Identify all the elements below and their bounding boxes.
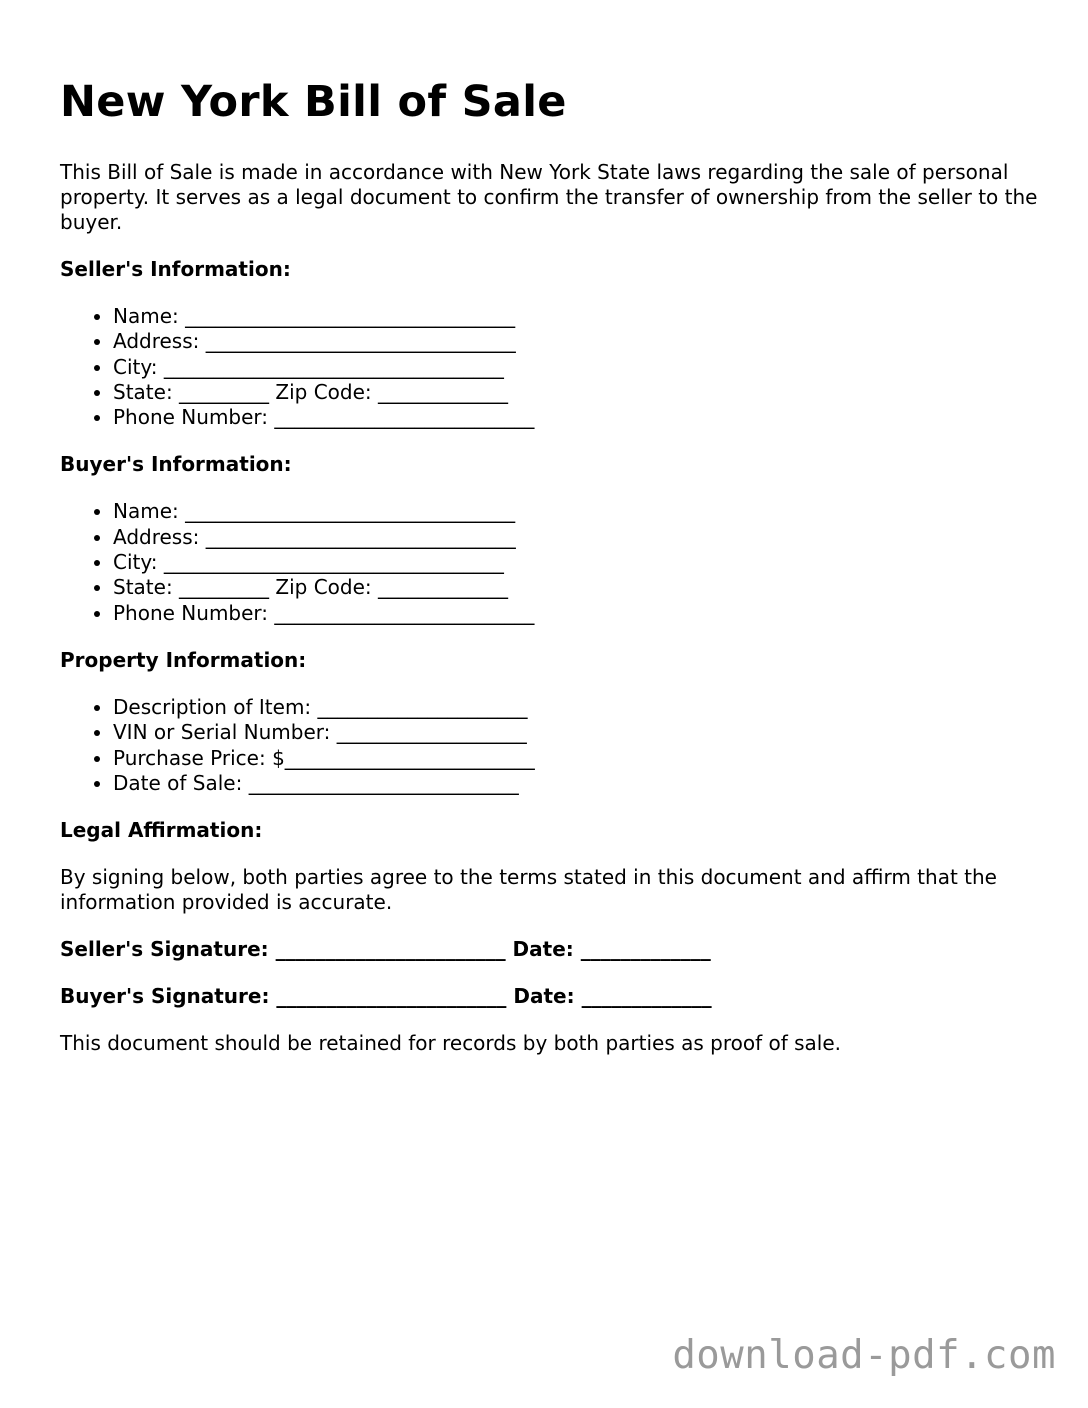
property-info-list xyxy=(60,695,1040,796)
intro-paragraph: This Bill of Sale is made in accordance with New York State laws regarding the sale of personal property. It serves as a legal document to confirm the transfer of ownership from the seller to the buyer. xyxy=(60,160,1038,234)
seller-phone-field: • Phone Number: __________________________ xyxy=(113,405,1040,430)
seller-address-field: • Address: _______________________________ xyxy=(113,329,1040,354)
seller-info-heading: Seller's Information: xyxy=(60,257,291,281)
property-description-field: • Description of Item: _____________________ xyxy=(113,695,1040,720)
document-title: New York Bill of Sale xyxy=(60,77,567,127)
document-page xyxy=(60,74,1040,1056)
seller-name-field: • Name: _________________________________ xyxy=(113,304,1040,329)
property-date-field: • Date of Sale: ___________________________ xyxy=(113,771,1040,796)
buyer-signature-line: Buyer's Signature: _______________________ Date: _____________ xyxy=(60,984,712,1009)
buyer-info-list xyxy=(60,499,1040,625)
seller-signature-line: Seller's Signature: _______________________ Date: _____________ xyxy=(60,937,711,962)
watermark: download-pdf.com xyxy=(672,1333,1056,1378)
buyer-name-field: • Name: _________________________________ xyxy=(113,499,1040,524)
seller-info-list xyxy=(60,304,1040,430)
buyer-phone-field: • Phone Number: __________________________ xyxy=(113,601,1040,626)
closing-note: This document should be retained for records by both parties as proof of sale. xyxy=(60,1031,842,1056)
property-info-heading: Property Information: xyxy=(60,647,307,672)
property-vin-field: • VIN or Serial Number: ___________________ xyxy=(113,720,1040,745)
legal-affirmation-text: By signing below, both parties agree to the terms stated in this document and affirm that the information provided is accurate. xyxy=(60,865,997,915)
legal-affirmation-heading: Legal Affirmation: xyxy=(60,818,263,843)
seller-city-field: • City: __________________________________ xyxy=(113,355,1040,380)
property-price-field: • Purchase Price: $_________________________ xyxy=(113,746,1040,771)
seller-state-zip-field: • State: _________ Zip Code: _____________ xyxy=(113,380,1040,405)
buyer-info-heading: Buyer's Information: xyxy=(60,452,292,477)
buyer-state-zip-field: • State: _________ Zip Code: _____________ xyxy=(113,575,1040,600)
buyer-city-field: • City: __________________________________ xyxy=(113,550,1040,575)
buyer-address-field: • Address: _______________________________ xyxy=(113,525,1040,550)
